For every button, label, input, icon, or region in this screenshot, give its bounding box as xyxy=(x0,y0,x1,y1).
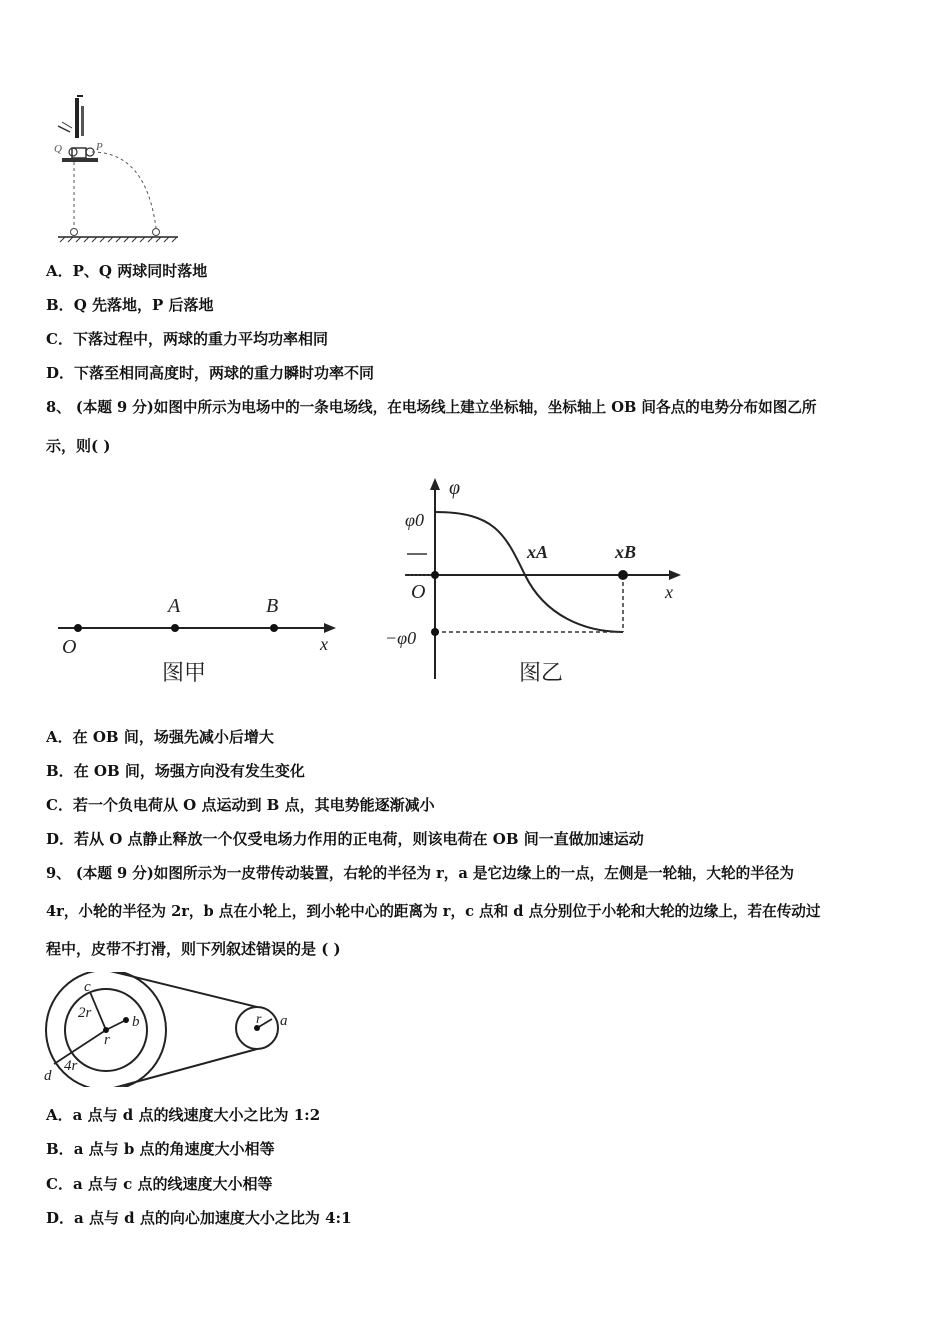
yi-label-phi: φ xyxy=(449,477,461,499)
yi-label-xa: xA xyxy=(527,542,549,562)
q8-stem-line1: 8、 (本题 9 分)如图中所示为电场中的一条电场线，在电场线上建立坐标轴，坐标轴上 OB 间各点的电势分布如图乙所 xyxy=(46,399,817,416)
jia-label-x: x xyxy=(320,634,328,654)
q8-option-d[interactable]: D．若从 O 点静止释放一个仅受电场力作用的正电荷，则该电荷在 OB 间一直做加速运动 xyxy=(46,830,644,848)
yi-label-o: O xyxy=(411,581,426,603)
q8-figure-jia xyxy=(50,590,350,690)
q9-label-a: a xyxy=(280,1013,288,1029)
q9-label-r: r xyxy=(104,1032,110,1048)
q9-stem-line3: 程中，皮带不打滑，则下列叙述错误的是 ( ) xyxy=(46,940,341,958)
q9-stem-line2: 4r，小轮的半径为 2r，b 点在小轮上，到小轮中心的距离为 r，c 点和 d 点分别位于小轮和大轮的边缘上，若在传动过 xyxy=(46,903,821,920)
q8-option-c[interactable]: C．若一个负电荷从 O 点运动到 B 点，其电势能逐渐减小 xyxy=(46,796,435,814)
yi-caption: 图乙 xyxy=(519,661,564,686)
jia-caption: 图甲 xyxy=(162,661,207,686)
q9-option-d[interactable]: D．a 点与 d 点的向心加速度大小之比为 4:1 xyxy=(46,1209,352,1227)
q9-option-b[interactable]: B．a 点与 b 点的角速度大小相等 xyxy=(46,1140,275,1158)
q8-figure-yi xyxy=(385,474,695,694)
jia-label-a: A xyxy=(168,595,181,617)
q9-label-b: b xyxy=(132,1014,140,1030)
yi-label-x: x xyxy=(665,582,673,602)
q9-figure xyxy=(40,972,300,1087)
q9-label-4r: 4r xyxy=(64,1058,78,1074)
jia-label-o: O xyxy=(62,636,77,658)
q9-option-a[interactable]: A．a 点与 d 点的线速度大小之比为 1:2 xyxy=(46,1106,321,1124)
q9-label-r-small: r xyxy=(256,1012,262,1027)
q9-option-c[interactable]: C．a 点与 c 点的线速度大小相等 xyxy=(46,1175,273,1193)
q7-option-b[interactable]: B．Q 先落地，P 后落地 xyxy=(46,296,214,314)
q7-figure xyxy=(50,92,185,244)
q7-option-d[interactable]: D．下落至相同高度时，两球的重力瞬时功率不同 xyxy=(46,364,375,382)
yi-label-phi0: φ0 xyxy=(405,510,424,530)
label-p: P xyxy=(96,141,103,153)
q9-stem-line1: 9、 (本题 9 分)如图所示为一皮带传动装置，右轮的半径为 r，a 是它边缘上的一点，左侧是一轮轴，大轮的半径为 xyxy=(46,865,794,882)
yi-label-xb: xB xyxy=(615,542,637,562)
q9-label-d: d xyxy=(44,1068,52,1084)
q8-option-b[interactable]: B．在 OB 间，场强方向没有发生变化 xyxy=(46,762,305,780)
jia-label-b: B xyxy=(266,595,279,617)
q8-option-a[interactable]: A．在 OB 间，场强先减小后增大 xyxy=(46,728,274,746)
yi-label-neg-phi0: −φ0 xyxy=(385,628,417,648)
q9-label-c: c xyxy=(84,979,91,995)
q7-option-c[interactable]: C．下落过程中，两球的重力平均功率相同 xyxy=(46,330,328,348)
q7-option-a[interactable]: A．P、Q 两球同时落地 xyxy=(46,262,208,280)
q8-stem-line2: 示，则( ) xyxy=(46,437,111,455)
q9-label-2r: 2r xyxy=(78,1005,92,1021)
label-q: Q xyxy=(54,143,62,155)
